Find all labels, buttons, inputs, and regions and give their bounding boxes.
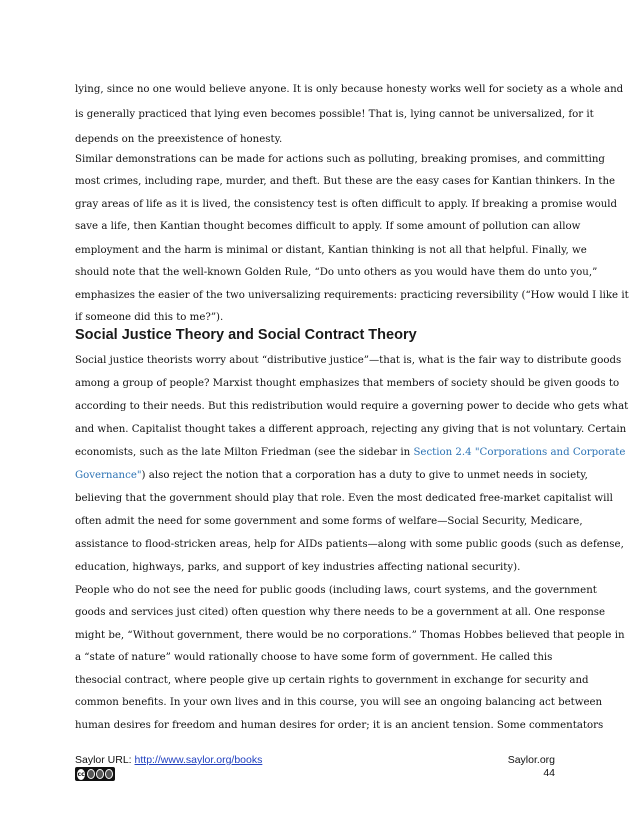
section-link[interactable]: Section 2.4 "Corporations and Corporate <box>413 447 626 458</box>
text-line: most crimes, including rape, murder, and theft. But these are the easy cases for Kantian thinkers. In the <box>75 176 616 187</box>
nc-icon <box>96 769 104 779</box>
text-line: according to their needs. But this redistribution would require a governing power to decide who gets what <box>75 401 629 412</box>
text-line: education, highways, parks, and support of key industries affecting national security). <box>75 562 521 573</box>
text-line: emphasizes the easier of the two universalizing requirements: practicing reversibility (“How would I like it <box>75 290 629 301</box>
text-line: employment and the harm is minimal or distant, Kantian thinking is not all that helpful. Finally, we <box>75 245 587 256</box>
text-line: lying, since no one would believe anyone. It is only because honesty works well for society as a whole and <box>75 84 624 95</box>
text-line: depends on the preexistence of honesty. <box>75 134 283 145</box>
cc-icon: cc <box>77 770 85 778</box>
text-line: among a group of people? Marxist thought emphasizes that members of society should be given goods to <box>75 378 620 389</box>
text-line: save a life, then Kantian thought becomes difficult to apply. If some amount of pollution can allow <box>75 221 581 232</box>
text-line: gray areas of life as it is lived, the consistency test is often difficult to apply. If breaking a promise would <box>75 199 618 210</box>
footer-url-label: Saylor URL: <box>75 754 135 766</box>
text-line: and when. Capitalist thought takes a different approach, rejecting any giving that is not voluntary. Certain <box>75 424 627 435</box>
text-line: if someone did this to me?”). <box>75 312 224 323</box>
text-line: believing that the government should play that role. Even the most dedicated free-market capitalist will <box>75 493 613 504</box>
text-line <box>75 447 625 458</box>
text-line: is generally practiced that lying even becomes possible! That is, lying cannot be universalized, for it <box>75 109 594 120</box>
text-line: People who do not see the need for public goods (including laws, court systems, and the government <box>75 585 597 596</box>
text-line: often admit the need for some government and some forms of welfare—Social Security, Medicare, <box>75 516 583 527</box>
text-line: a “state of nature” would rationally choose to have some form of government. He called this <box>75 652 553 663</box>
text-line: thesocial contract, where people give up certain rights to government in exchange for security and <box>75 675 589 686</box>
section-link-continued[interactable]: Governance" <box>75 470 142 481</box>
text-span: ) also reject the notion that a corporation has a duty to give to unmet needs in society, <box>141 470 588 481</box>
text-line: might be, “Without government, there would be no corporations.” Thomas Hobbes believed that people in <box>75 630 625 641</box>
section-heading: Social Justice Theory and Social Contract Theory <box>75 327 417 343</box>
text-span: economists, such as the late Milton Friedman (see the sidebar in <box>75 447 414 458</box>
footer-url <box>75 754 262 766</box>
text-line: assistance to flood-stricken areas, help for AIDs patients—along with some public goods (such as defense, <box>75 539 624 550</box>
page-number: 44 <box>543 767 555 779</box>
text-line <box>75 470 588 481</box>
footer-url-link[interactable]: http://www.saylor.org/books <box>134 754 263 766</box>
text-line: goods and services just cited) often question why there needs to be a government at all. One response <box>75 607 606 618</box>
footer-site: Saylor.org <box>507 754 555 766</box>
creative-commons-license-icon <box>75 767 115 781</box>
sa-icon <box>105 769 113 779</box>
text-line: common benefits. In your own lives and in this course, you will see an ongoing balancing act between <box>75 697 603 708</box>
by-icon <box>87 769 95 779</box>
text-line: Social justice theorists worry about “distributive justice”—that is, what is the fair way to distribute goods <box>75 355 622 366</box>
footer-right <box>508 754 555 780</box>
text-line: human desires for freedom and human desires for order; it is an ancient tension. Some commentators <box>75 720 604 731</box>
text-line: should note that the well-known Golden Rule, “Do unto others as you would have them do unto you,” <box>75 267 598 278</box>
text-line: Similar demonstrations can be made for actions such as polluting, breaking promises, and committing <box>75 154 605 165</box>
